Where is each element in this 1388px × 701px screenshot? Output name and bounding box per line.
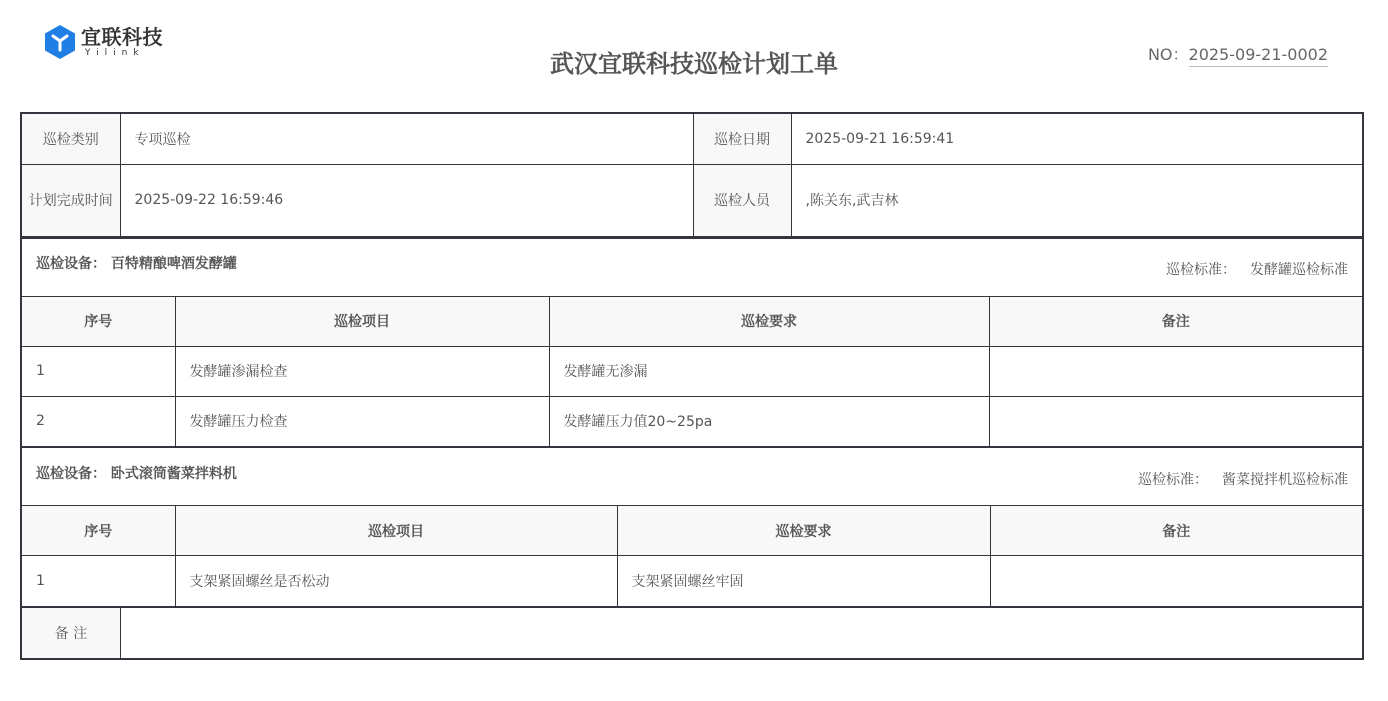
- cell-item: 支架紧固螺丝是否松动: [175, 556, 617, 606]
- type-label: 巡检类别: [22, 114, 120, 164]
- column-header: 序号: [22, 296, 175, 346]
- column-header: 巡检项目: [175, 296, 549, 346]
- remark-row: [22, 606, 1362, 658]
- order-number-value: 2025-09-21-0002: [1189, 45, 1328, 67]
- logo-name: 宜联科技: [81, 25, 163, 49]
- column-header: 序号: [22, 506, 175, 556]
- work-order-sheet: [20, 112, 1364, 660]
- inspection-items-table: [22, 296, 1362, 447]
- cell-note: [990, 556, 1362, 606]
- table-header-row: [22, 296, 1362, 346]
- cell-requirement: 发酵罐无渗漏: [549, 346, 989, 396]
- cell-item: 发酵罐渗漏检查: [175, 346, 549, 396]
- cell-item: 发酵罐压力检查: [175, 396, 549, 446]
- info-table: [22, 114, 1362, 237]
- page-title: 武汉宜联科技巡检计划工单: [550, 50, 838, 78]
- standard-label: 巡检标准：: [1138, 471, 1208, 488]
- device-label: 巡检设备：: [36, 465, 106, 482]
- equipment-header: [22, 237, 1362, 296]
- table-header-row: [22, 506, 1362, 556]
- staff-value: ,陈关东,武吉林: [791, 164, 1362, 236]
- remark-label: 备 注: [22, 608, 121, 658]
- cell-index: 1: [22, 556, 175, 606]
- table-row: [22, 396, 1362, 446]
- table-row: [22, 346, 1362, 396]
- inspection-items-table: [22, 505, 1362, 606]
- cell-requirement: 支架紧固螺丝牢固: [617, 556, 990, 606]
- column-header: 备注: [990, 506, 1362, 556]
- finish-value: 2025-09-22 16:59:46: [120, 164, 693, 236]
- type-value: 专项巡检: [120, 114, 693, 164]
- order-number-label: NO：: [1147, 45, 1189, 64]
- equipment-header: [22, 446, 1362, 505]
- date-label: 巡检日期: [693, 114, 791, 164]
- column-header: 巡检项目: [175, 506, 617, 556]
- remark-value: [121, 608, 1362, 658]
- column-header: 巡检要求: [617, 506, 990, 556]
- column-header: 巡检要求: [549, 296, 989, 346]
- device-name: 百特精酿啤酒发酵罐: [110, 256, 237, 272]
- date-value: 2025-09-21 16:59:41: [791, 114, 1362, 164]
- cell-requirement: 发酵罐压力值20~25pa: [549, 396, 989, 446]
- cell-index: 1: [22, 346, 175, 396]
- device-label: 巡检设备：: [36, 256, 106, 272]
- standard-value: 发酵罐巡检标准: [1250, 262, 1348, 278]
- device-name: 卧式滚筒酱菜拌料机: [110, 465, 237, 482]
- table-row: [22, 556, 1362, 606]
- cell-note: [989, 396, 1362, 446]
- logo-subtitle: Yilink: [85, 48, 145, 58]
- cell-index: 2: [22, 396, 175, 446]
- standard-label: 巡检标准：: [1166, 262, 1236, 278]
- finish-label: 计划完成时间: [22, 164, 120, 236]
- standard-value: 酱菜搅拌机巡检标准: [1222, 471, 1348, 488]
- staff-label: 巡检人员: [693, 164, 791, 236]
- column-header: 备注: [989, 296, 1362, 346]
- cell-note: [989, 346, 1362, 396]
- order-number: [1148, 42, 1328, 65]
